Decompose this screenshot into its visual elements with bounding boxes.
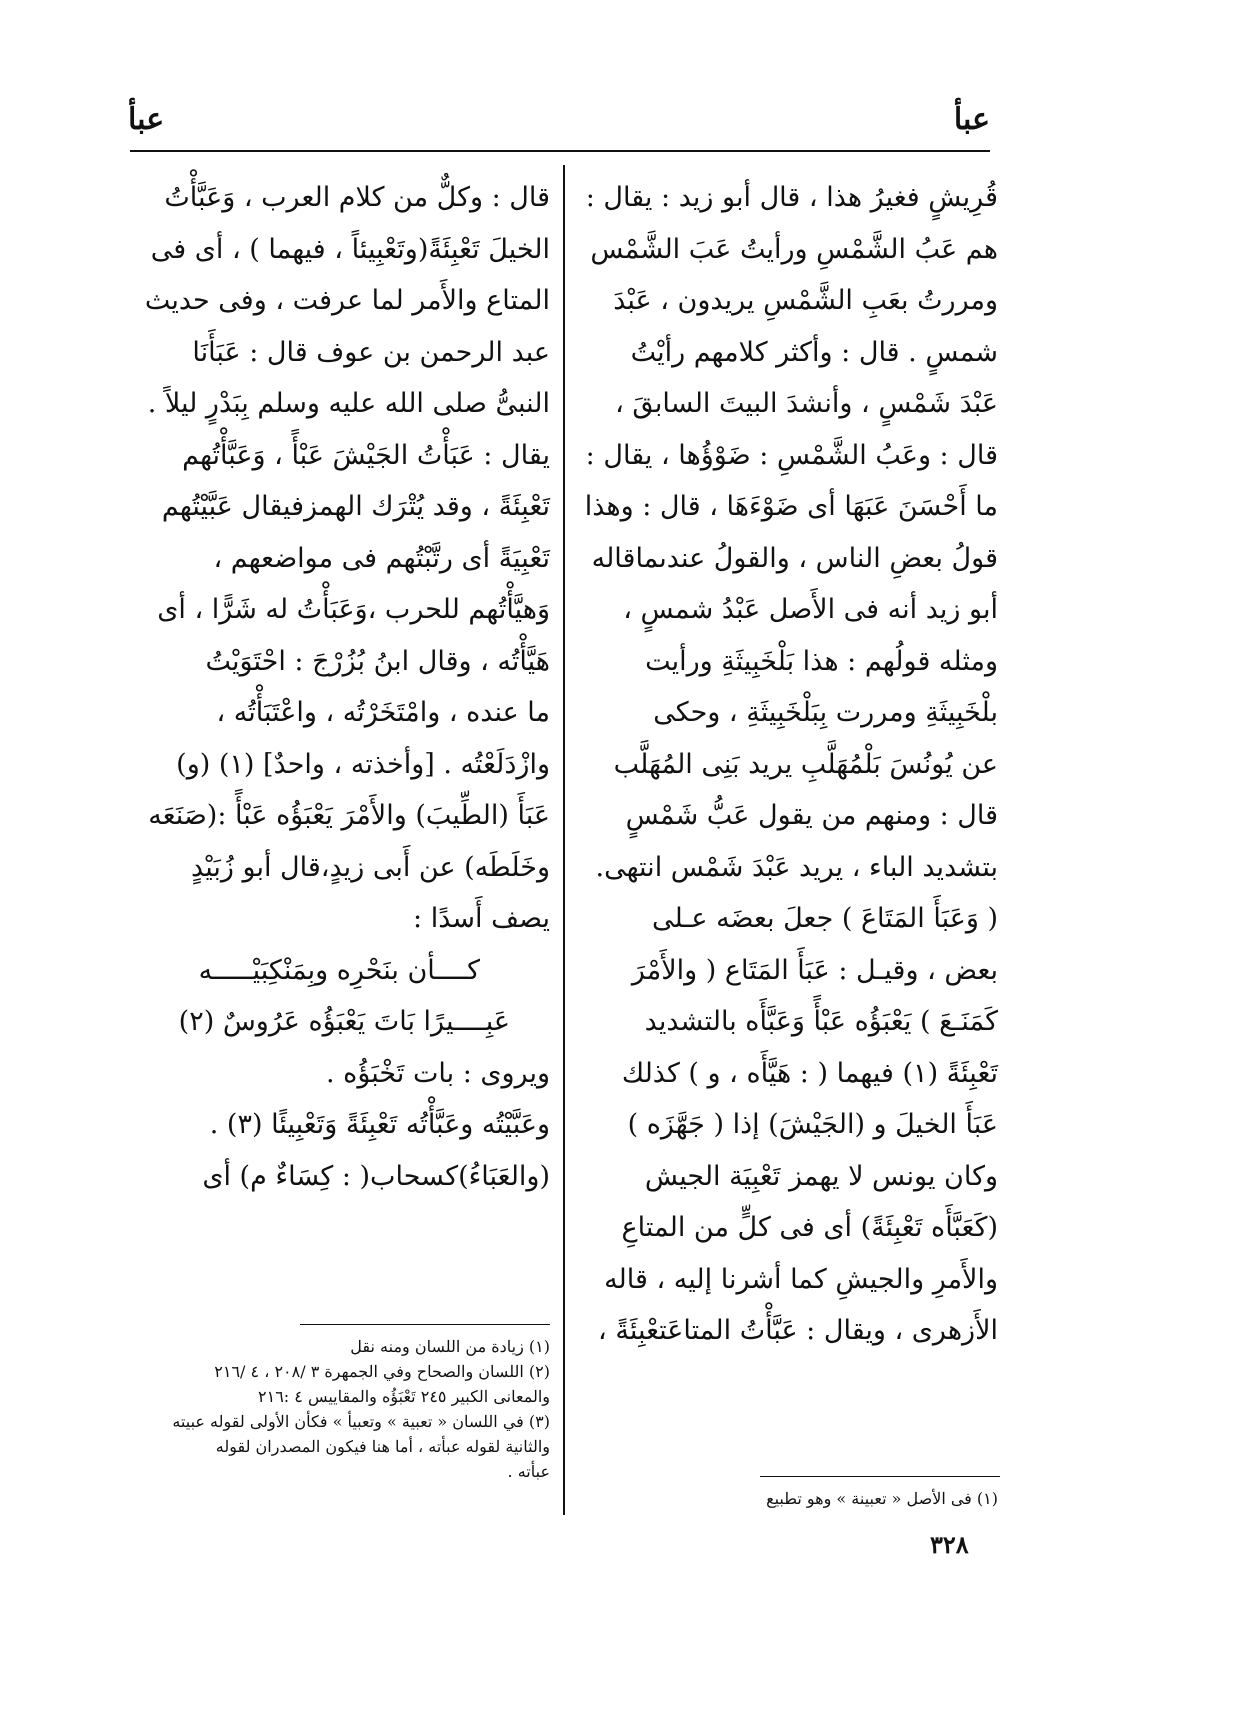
column-divider xyxy=(563,165,565,1515)
footnotes-right xyxy=(578,1486,998,1511)
text-line: وازْدَلَعْتُه . [وأخذته ، واحدٌ] (١) (و) xyxy=(176,748,550,780)
text-line: بتشديد الباء ، يريد عَبْدَ شَمْس انتهى. xyxy=(595,851,998,883)
text-line: النبىُّ صلى الله عليه وسلم بِبَدْرٍ ليلاً . xyxy=(147,388,550,419)
left-column xyxy=(130,172,550,1202)
footnote-line: والمعانى الكبير ٢٤٥ تَعْبَؤُه والمقاييس ٤ :٢١٦ xyxy=(258,1387,550,1406)
footnote-line: (١) زيادة من اللسان ومنه نقل xyxy=(350,1337,550,1356)
text-line: وكان يونس لا يهمز تَعْبِيَة الجيش xyxy=(644,1160,998,1192)
text-line: (كَعَبَّأَه تَعْبِئَةً) أى فى كلٍّ من المتاعِ xyxy=(621,1212,998,1243)
text-line: (والعَبَاءُ)كسحاب( : كِسَاءٌ م) أى xyxy=(202,1160,550,1192)
header-rule xyxy=(130,150,990,152)
text-line: وخَلَطَه) عن أَبى زيدٍ،قال أبو زُبَيْدٍ xyxy=(191,851,550,883)
text-line: هَيَّأْتُه ، وقال ابنُ بُزُرْجَ : احْتَوَيْتُ xyxy=(205,645,550,677)
text-line: قولُ بعضِ الناس ، والقولُ عندىماقاله xyxy=(591,542,998,574)
text-line: شمسٍ . قال : وأكثر كلامهم رأيْتُ xyxy=(630,336,998,368)
text-line: عبد الرحمن بن عوف قال : عَبَأَنَا xyxy=(192,336,550,368)
text-line: وعَبَّيْتُه وعَبَّأْتُه تَعْبِئَةً وَتَعْبِيئًا (٣) . xyxy=(209,1109,550,1140)
verse-line-1: كــــأن بنَحْرِه وبِمَنْكِبَيْـــــه xyxy=(198,954,480,986)
footnote-line: (٣) في اللسان « تعبية » وتعبيأ » فكأن الأولى لقوله عبيته xyxy=(172,1412,550,1431)
text-line: تَعْبِئَةً (١) فيهما ( : هَيَّأَه ، و ) كذلك xyxy=(621,1057,998,1089)
page-number: ٣٢٨ xyxy=(930,1530,969,1559)
text-line: عَبْدَ شَمْسٍ ، وأنشدَ البيتَ السابقَ ، xyxy=(615,388,998,419)
text-line: أبو زيد أنه فى الأَصل عَبْدُ شمسٍ ، xyxy=(623,594,998,625)
text-line: عَبَأَ الخيلَ و (الجَيْشَ) إذا ( جَهَّزَه ) xyxy=(627,1109,998,1140)
text-line: قُرِيشٍ فغيرُ هذا ، قال أبو زيد : يقال : xyxy=(585,182,998,213)
text-line: يصف أَسدًا : xyxy=(413,903,550,934)
text-line: عَبَأَ (الطِّيبَ) والأَمْرَ يَعْبَؤُه عَبْأً :(صَنَعَه xyxy=(148,800,550,831)
text-line: الخيلَ تَعْبِئَةً(وتَعْبِيئاً ، فيهما ) ، أى فى xyxy=(150,233,550,265)
running-head-right: عبأ xyxy=(953,102,990,137)
footnote-rule-left xyxy=(300,1324,550,1325)
footnote-line: (١) فى الأصل « تعبينة » وهو تطبيع xyxy=(766,1489,998,1508)
right-column xyxy=(578,172,998,1357)
after-verse-text xyxy=(130,1048,550,1203)
text-line: ( وَعَبَأَ المَتَاعَ ) جعلَ بعضَه عـلى xyxy=(652,903,998,934)
text-line: قال : وكلٌّ من كلام العرب ، وَعَبَّأْتُ xyxy=(164,182,550,213)
text-line: وَهيَّأْتُهم للحرب ،وَعَبَأْتُ له شَرًّا ، أى xyxy=(157,594,550,625)
text-line: ومثله قولُهم : هذا بَلْخَبِيثَةِ ورأيت xyxy=(645,645,998,677)
footnote-line: (٢) اللسان والصحاح وفي الجمهرة ٣ /٢٠٨ ، ٤ /٢١٦ xyxy=(214,1362,550,1381)
footnote-rule-right xyxy=(760,1476,1000,1477)
text-line: ما عنده ، وامْتَخَرْتُه ، واعْتَبَأْتُه ، xyxy=(216,697,550,728)
text-line: كَمَنَـعَ ) يَعْبَؤُه عَبْأً وَعَبَّأَه بالتشديد xyxy=(644,1006,998,1037)
text-line: الأَزهرى ، ويقال : عَبَّأْتُ المتاعَتعْبِئَةً ، xyxy=(598,1315,998,1346)
footnote-line: عبأته . xyxy=(507,1462,550,1481)
text-line: بلْخَبِيثَةِ ومررت بِبَلْخَبِيثَةِ ، وحكى xyxy=(653,697,998,728)
text-line: قال : وعَبُ الشَّمْسِ : ضَوْؤُها ، يقال : xyxy=(585,439,998,471)
text-line: تَعْبِئَةً ، وقد يُتْرَك الهمزفيقال عَبَّيْتُهم xyxy=(161,491,550,522)
text-line: والأَمرِ والجيشِ كما أشرنا إليه ، قاله xyxy=(604,1263,998,1295)
text-line: بعض ، وقيـل : عَبَأَ المَتَاع ( والأَمْرَ xyxy=(631,954,998,986)
running-head-left: عبأ xyxy=(128,102,165,137)
text-line: يقال : عَبَأْتُ الجَيْشَ عَبْأً ، وَعَبَّأْتُهم xyxy=(182,439,550,471)
text-line: تَعْبِيَةً أى رتَّبْتُهم فى مواضعهم ، xyxy=(213,542,550,574)
text-line: ويروى : بات تَخْبَؤُه . xyxy=(326,1057,550,1089)
text-line: عن يُونُسَ بَلْمُهَلَّبِ يريد بَنِى المُهَلَّب xyxy=(613,748,998,780)
left-column-text xyxy=(130,172,550,945)
text-line: قال : ومنهم من يقول عَبُّ شَمْسٍ xyxy=(625,800,998,831)
footnotes-left xyxy=(130,1334,550,1484)
text-line: ومررتُ بعَبِ الشَّمْسِ يريدون ، عَبْدَ xyxy=(613,285,998,316)
text-line: المتاع والأَمر لما عرفت ، وفى حديث xyxy=(144,285,550,316)
text-line: هم عَبُ الشَّمْسِ ورأيتُ عَبَ الشَّمْس xyxy=(590,233,998,265)
verse-line-2: عَبِــــيرًا بَاتَ يَعْبَؤُه عَرُوسٌ (٢) xyxy=(178,1006,510,1037)
text-line: ما أَحْسَنَ عَبَهَا أى ضَوْءَهَا ، قال : وهذا xyxy=(584,491,998,522)
footnote-line: والثانية لقوله عبأته ، أما هنا فيكون المصدران لقوله xyxy=(215,1437,550,1456)
